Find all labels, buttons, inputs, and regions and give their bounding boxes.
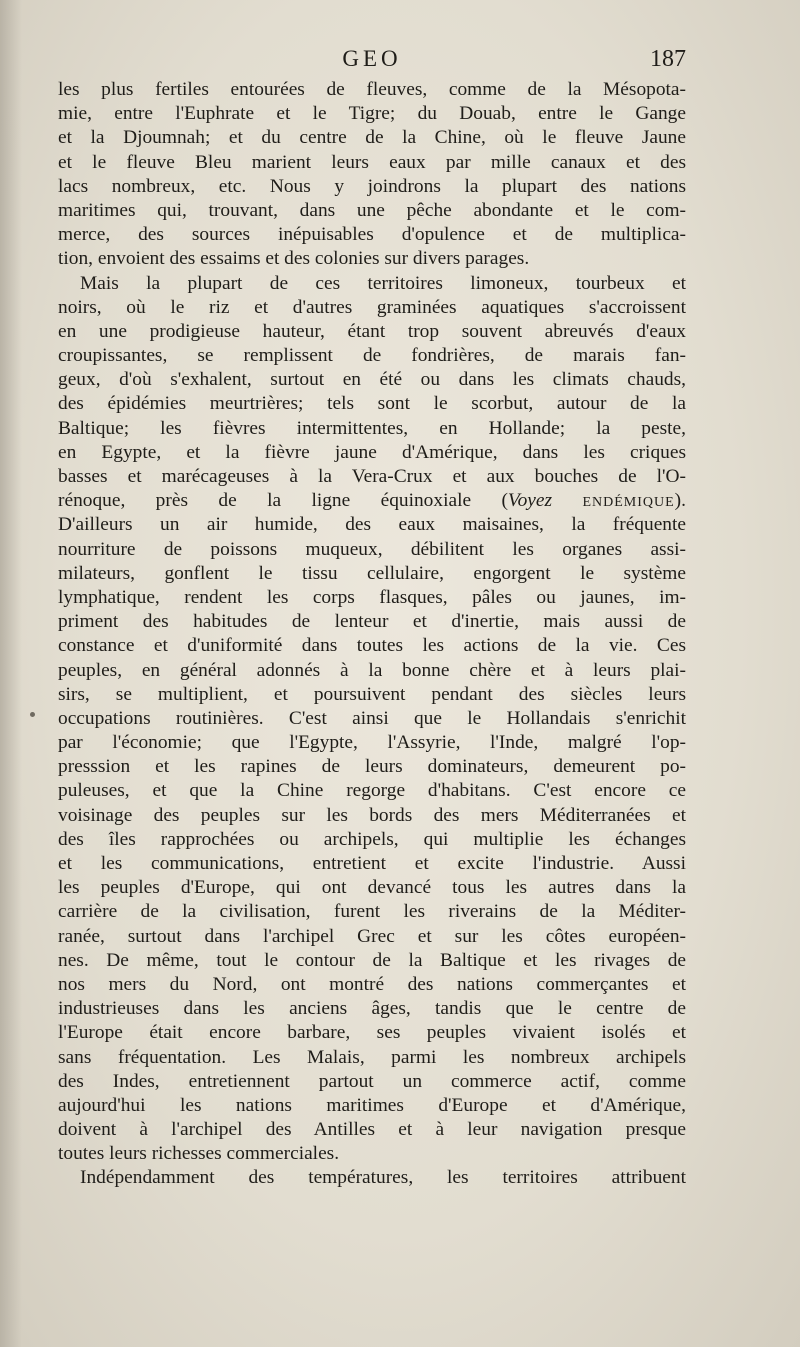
text-line: mie, entre l'Euphrate et le Tigre; du Douab, entre le Gange	[58, 103, 686, 125]
running-title: GEO	[342, 46, 402, 71]
text-line: industrieuses dans les anciens âges, tandis que le centre de	[58, 998, 686, 1020]
binding-shadow	[0, 0, 22, 1347]
text-line: doivent à l'archipel des Antilles et à leur navigation presque	[58, 1119, 686, 1141]
cross-reference-voyez: Voyez	[507, 490, 553, 512]
cross-reference-after: ).	[674, 490, 686, 512]
text-line: noirs, où le riz et d'autres graminées aquatiques s'accroissent	[58, 296, 686, 318]
text-line: voisinage des peuples sur les bords des mers Méditerranées et	[58, 804, 686, 826]
text-line: sans fréquentation. Les Malais, parmi les nombreux archipels	[58, 1046, 686, 1068]
margin-speck	[30, 712, 35, 717]
text-line: sirs, se multiplient, et poursuivent pendant des siècles leurs	[58, 683, 686, 705]
text-line: ranée, surtout dans l'archipel Grec et sur les côtes européen-	[58, 925, 686, 947]
text-line: puleuses, et que la Chine regorge d'habitans. C'est encore ce	[58, 780, 686, 802]
cross-reference-term: endémique	[582, 490, 675, 512]
body-text	[58, 78, 686, 1191]
text-line: nourriture de poissons muqueux, débilitent les organes assi-	[58, 538, 686, 560]
text-line: toutes leurs richesses commerciales.	[58, 1143, 340, 1165]
text-line: maritimes qui, trouvant, dans une pêche abondante et le com-	[58, 199, 686, 221]
text-line: les plus fertiles entourées de fleuves, comme de la Mésopota-	[58, 79, 686, 100]
paragraph-start-line: Mais la plupart de ces territoires limoneux, tourbeux et	[80, 272, 686, 294]
text-line: l'Europe était encore barbare, ses peuples vivaient isolés et	[58, 1022, 686, 1044]
cross-reference-before: rénoque, près de la ligne équinoxiale (	[58, 490, 508, 512]
text-line: et le fleuve Bleu marient leurs eaux par mille canaux et des	[58, 151, 686, 173]
text-line: des épidémies meurtrières; tels sont le scorbut, autour de la	[58, 393, 686, 415]
text-line: en une prodigieuse hauteur, étant trop souvent abreuvés d'eaux	[58, 320, 686, 342]
text-line: lacs nombreux, etc. Nous y joindrons la plupart des nations	[58, 175, 686, 197]
text-line: des îles rapprochées ou archipels, qui multiplie les échanges	[58, 828, 686, 850]
text-line: des Indes, entretiennent partout un commerce actif, comme	[58, 1070, 686, 1092]
text-line: en Egypte, et la fièvre jaune d'Amérique, dans les criques	[58, 441, 686, 463]
running-head	[58, 44, 686, 78]
text-line: peuples, en général adonnés à la bonne chère et à leurs plai-	[58, 659, 686, 681]
text-line: et les communications, entretient et excite l'industrie. Aussi	[58, 853, 686, 874]
text-line: nos mers du Nord, ont montré des nations commerçantes et	[58, 973, 686, 995]
text-line: basses et marécageuses à la Vera-Crux et aux bouches de l'O-	[58, 466, 686, 487]
text-line: tion, envoient des essaims et des colonies sur divers parages.	[58, 248, 530, 270]
text-line: et la Djoumnah; et du centre de la Chine, où le fleuve Jaune	[58, 127, 686, 149]
text-line: constance et d'uniformité dans toutes les actions de la vie. Ces	[58, 635, 686, 657]
text-line: presssion et les rapines de leurs dominateurs, demeurent po-	[58, 756, 686, 778]
text-line: milateurs, gonflent le tissu cellulaire, engorgent le système	[58, 562, 686, 584]
text-line: les peuples d'Europe, qui ont devancé tous les autres dans la	[58, 877, 686, 899]
text-line: nes. De même, tout le contour de la Baltique et les rivages de	[58, 949, 686, 971]
cross-reference-line	[58, 489, 686, 513]
text-line: lymphatique, rendent les corps flasques, pâles ou jaunes, im-	[58, 586, 686, 608]
text-line: croupissantes, se remplissent de fondrières, de marais fan-	[58, 345, 686, 367]
page-number: 187	[650, 46, 686, 72]
paragraph-start-line: Indépendamment des températures, les territoires attribuent	[80, 1167, 686, 1189]
text-line: priment des habitudes de lenteur et d'inertie, mais aussi de	[58, 611, 686, 633]
text-line: par l'économie; que l'Egypte, l'Assyrie, l'Inde, malgré l'op-	[58, 732, 686, 754]
text-line: aujourd'hui les nations maritimes d'Europe et d'Amérique,	[58, 1094, 686, 1116]
text-line: merce, des sources inépuisables d'opulence et de multiplica-	[58, 224, 686, 246]
text-line: D'ailleurs un air humide, des eaux maisaines, la fréquente	[58, 514, 686, 536]
text-line: geux, d'où s'exhalent, surtout en été ou dans les climats chauds,	[58, 369, 686, 391]
text-line: Baltique; les fièvres intermittentes, en Hollande; la peste,	[58, 417, 686, 439]
text-line: carrière de la civilisation, furent les riverains de la Méditer-	[58, 901, 686, 923]
text-line: occupations routinières. C'est ainsi que le Hollandais s'enrichit	[58, 707, 686, 729]
